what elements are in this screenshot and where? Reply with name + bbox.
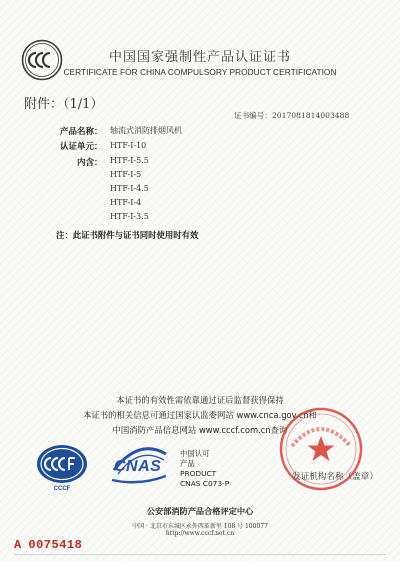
organization-address bbox=[0, 521, 400, 530]
product-name-label: 产品名称： bbox=[60, 127, 103, 137]
cnas-caption-line: CNAS C073-P bbox=[180, 479, 230, 488]
issuer-signature: 发证机构名称（盖章） bbox=[292, 472, 378, 482]
cnas-logo-text: CNAS bbox=[114, 458, 162, 475]
cnas-caption-line: 中国认可 bbox=[180, 449, 210, 458]
cnas-caption-line: PRODUCT bbox=[180, 469, 217, 478]
model-item: HTF-I-3.5 bbox=[110, 212, 149, 221]
cccf-logo-text: CCCF bbox=[53, 486, 71, 492]
certificate-number: 证书编号：2017081814003488 bbox=[234, 111, 350, 120]
unit-value: HTF-I-10 bbox=[110, 141, 147, 150]
validity-note: 注：此证书附件与证书同时使用时有效 bbox=[56, 230, 199, 240]
model-item: HTF-I-4.5 bbox=[110, 184, 149, 193]
footer-line-2: 本证书的相关信息可通过国家认监委网站 www.cnca.gov.cn和 bbox=[83, 410, 317, 420]
organization-website: http://www.cccf.net.cn bbox=[165, 530, 235, 537]
certificate-title-en: CERTIFICATE FOR CHINA COMPULSORY PRODUCT CERTIFICATION bbox=[63, 67, 337, 77]
footer-line-3: 中国消防产品信息网站 www.cccf.com.cn查询 bbox=[112, 425, 288, 435]
cccf-logo-icon bbox=[36, 444, 88, 484]
bottom-divider bbox=[14, 554, 386, 555]
footer-line-1: 本证书的有效性需依靠通过证后监督获得保持 bbox=[116, 395, 284, 405]
organization-name: 公安部消防产品合格评定中心 bbox=[146, 506, 254, 516]
model-item: HTF-I-5 bbox=[110, 170, 142, 179]
product-name-value: 轴流式消防排烟风机 bbox=[110, 126, 182, 135]
serial-prefix: A bbox=[14, 538, 22, 552]
cnas-caption-line: 产品 bbox=[180, 459, 195, 468]
serial-number bbox=[14, 538, 82, 552]
contains-label: 内含： bbox=[77, 158, 103, 168]
model-item: HTF-I-5.5 bbox=[110, 156, 149, 165]
attachment-label: 附件：（1/1） bbox=[24, 97, 104, 112]
cnas-caption bbox=[180, 449, 229, 489]
unit-label: 认证单元： bbox=[60, 142, 103, 152]
serial-digits: 0075418 bbox=[28, 538, 83, 552]
certificate-title-cn: 中国国家强制性产品认证证书 bbox=[108, 50, 291, 65]
address-text: 中国 · 北京市东城区永外西革新里 108 号 100077 bbox=[132, 523, 268, 530]
model-item: HTF-I-4 bbox=[110, 198, 142, 207]
